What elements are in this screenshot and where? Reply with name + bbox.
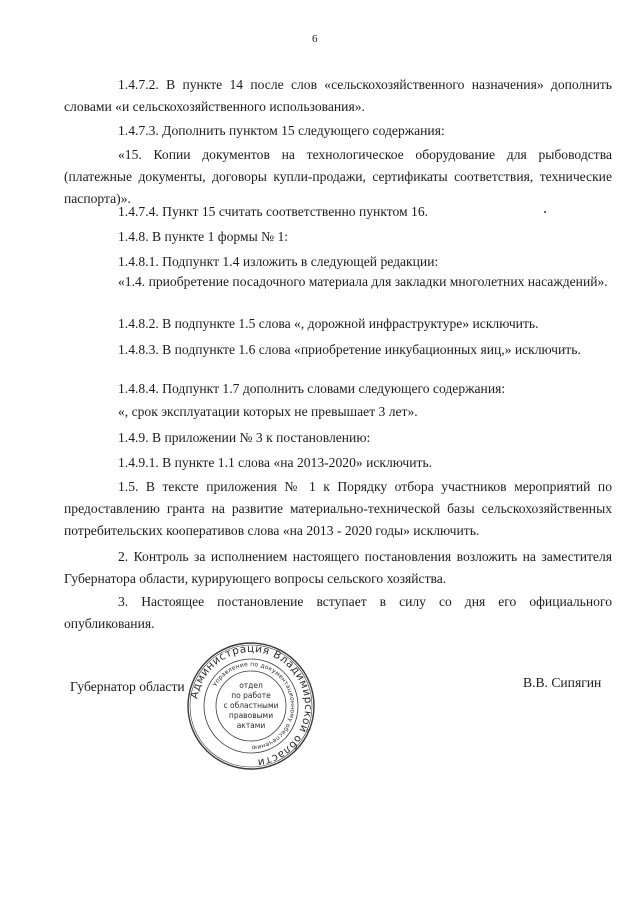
stamp-outer-text: Администрация Владимирской области xyxy=(188,642,315,769)
signature-name: В.В. Сипягин xyxy=(523,675,602,690)
scan-speck xyxy=(544,211,546,213)
stamp-center-line-1: отдел xyxy=(239,681,263,690)
paragraph-1-5: 1.5. В тексте приложения № 1 к Порядку отбора участников мероприятий по предоставлению гранта на развитие материально-технической базы сельскохозяйственных потребительских кооперативов слова «на 2013 - 2020 годы» исключить. xyxy=(64,479,612,538)
paragraph-1-4-7-4: 1.4.7.4. Пункт 15 считать соответственно пунктом 16. xyxy=(118,204,429,219)
stamp-center-line-4: правовыми xyxy=(228,711,274,720)
paragraph-1-4-7-3: 1.4.7.3. Дополнить пунктом 15 следующего содержания: xyxy=(118,123,445,138)
paragraph-1-4-9: 1.4.9. В приложении № 3 к постановлению: xyxy=(118,430,371,445)
signature-position: Губернатор области xyxy=(70,679,185,694)
stamp-center-line-3: с областными xyxy=(223,701,279,710)
stamp-center-line-5: актами xyxy=(236,721,266,730)
paragraph-1-4-9-1: 1.4.9.1. В пункте 1.1 слова «на 2013-2020» исключить. xyxy=(118,455,433,470)
paragraph-item-15-quote: «15. Копии документов на технологическое оборудование для рыбоводства (платежные документы, договоры купли-продажи, сертификаты соответствия, технические паспорта)». xyxy=(64,147,612,206)
page-number: 6 xyxy=(312,33,318,45)
stamp-center-line-2: по работе xyxy=(231,691,271,700)
paragraph-1-4-8-4: 1.4.8.4. Подпункт 1.7 дополнить словами следующего содержания: xyxy=(118,381,506,396)
paragraph-1-4-8-1: 1.4.8.1. Подпункт 1.4 изложить в следующей редакции: xyxy=(118,254,439,269)
paragraph-2-control: 2. Контроль за исполнением настоящего постановления возложить на заместителя Губернатора области, курирующего вопросы сельского хозяйства. xyxy=(64,549,612,586)
paragraph-1-4-8: 1.4.8. В пункте 1 формы № 1: xyxy=(118,229,289,244)
paragraph-1-4-8-2: 1.4.8.2. В подпункте 1.5 слова «, дорожной инфраструктуре» исключить. xyxy=(118,316,539,331)
stamp-inner-text: Управление по документационному обеспечению xyxy=(211,660,297,752)
paragraph-3-effective: 3. Настоящее постановление вступает в силу со дня его официального опубликования. xyxy=(64,594,612,631)
paragraph-1-4-8-3: 1.4.8.3. В подпункте 1.6 слова «приобретение инкубационных яиц,» исключить. xyxy=(118,342,581,357)
paragraph-1-4-7-2: 1.4.7.2. В пункте 14 после слов «сельскохозяйственного назначения» дополнить словами «и сельскохозяйственного использования». xyxy=(64,77,612,114)
paragraph-term-quote: «, срок эксплуатации которых не превышает 3 лет». xyxy=(118,404,418,419)
official-stamp xyxy=(186,641,316,771)
paragraph-item-1-4-quote: «1.4. приобретение посадочного материала для закладки многолетних насаждений». xyxy=(118,274,608,289)
